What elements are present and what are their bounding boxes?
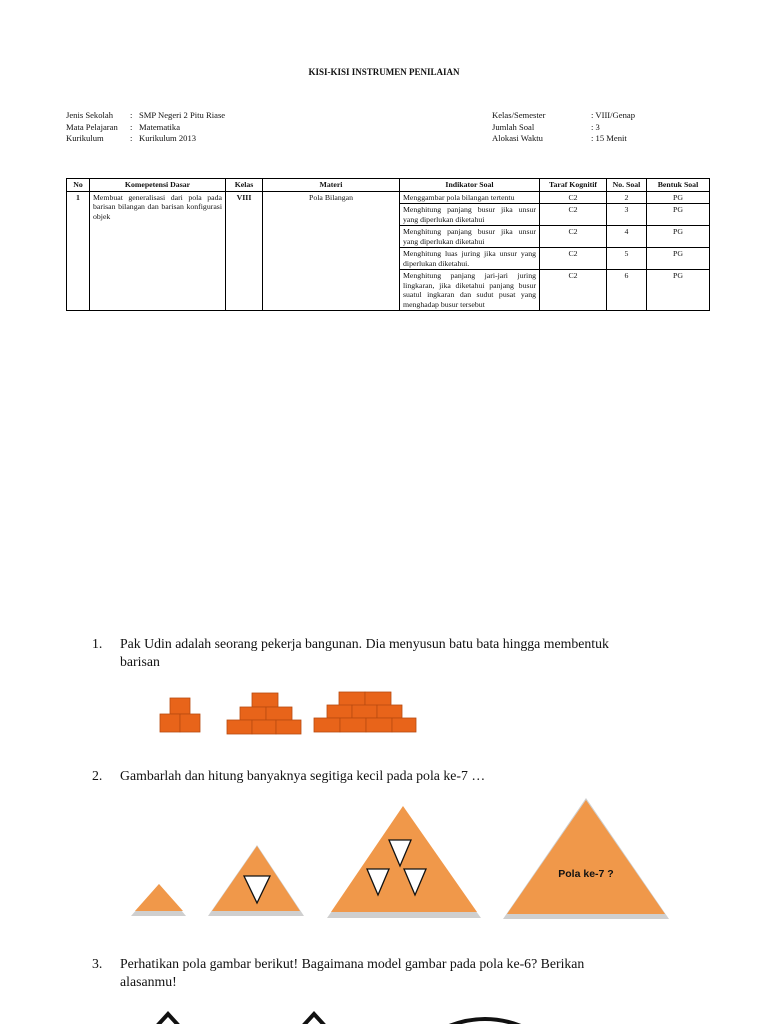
info-value: : 3 (591, 121, 600, 132)
header-no-soal: No. Soal (607, 179, 647, 192)
triangle-pattern-3 (331, 806, 477, 912)
info-value: SMP Negeri 2 Pitu Riase (139, 110, 226, 120)
brick (252, 693, 278, 707)
question-number: 1. (92, 636, 103, 651)
cell-taraf: C2 (540, 226, 607, 248)
info-value: : 15 Menit (591, 133, 627, 143)
brick (240, 707, 266, 720)
cell-taraf: C2 (540, 270, 607, 311)
figure-arrow-2 (303, 1014, 325, 1024)
info-label: Jenis Sekolah (66, 110, 114, 120)
cell-indikator: Menghitung luas juring jika unsur yang diperlukan diketahui. (400, 248, 540, 270)
cell-indikator: Menghitung panjang busur jika unsur yang diperlukan diketahui (400, 226, 540, 248)
cell-kd: Membuat generalisasi dari pola pada barisan bilangan dan barisan konfigurasi objek (90, 191, 226, 311)
brick (160, 714, 180, 732)
header-kelas: Kelas (226, 179, 263, 192)
cell-no: 1 (67, 191, 90, 311)
cell-indikator: Menggambar pola bilangan tertentu (400, 191, 540, 204)
cell-indikator: Menghitung panjang jari-jari juring lingkaran, jika diketahui panjang busur suatul ingkaran dan sudut pusat yang menghadap busur tersebut (400, 270, 540, 311)
brick (327, 705, 352, 718)
cell-indikator: Menghitung panjang busur jika unsur yang diperlukan diketahui (400, 204, 540, 226)
question-text: Gambarlah dan hitung banyaknya segitiga kecil pada pola ke-7 … (120, 768, 486, 783)
brick (276, 720, 301, 734)
cell-no-soal: 3 (607, 204, 647, 226)
brick (366, 718, 392, 732)
cell-no-soal: 6 (607, 270, 647, 311)
brick (392, 718, 416, 732)
cell-no-soal: 2 (607, 191, 647, 204)
info-sep: : (130, 121, 133, 132)
question-number: 2. (92, 768, 103, 783)
info-label: Kurikulum (66, 133, 104, 143)
figure-arrow-1 (157, 1014, 179, 1024)
info-label: Jumlah Soal (492, 121, 535, 132)
info-value: Kurikulum 2013 (139, 133, 197, 143)
triangle-label: Pola ke-7 ? (558, 868, 614, 880)
brick (377, 705, 402, 718)
cell-no-soal: 5 (607, 248, 647, 270)
header-materi: Materi (263, 179, 400, 192)
info-sep: : (130, 110, 133, 120)
brick (252, 720, 276, 734)
brick (266, 707, 292, 720)
header-no: No (67, 179, 90, 192)
brick (314, 718, 340, 732)
question-text: Pak Udin adalah seorang pekerja bangunan. Dia menyusun batu bata hingga membentuk (120, 636, 609, 651)
brick (352, 705, 377, 718)
header-indikator: Indikator Soal (400, 179, 540, 192)
cell-no-soal: 4 (607, 226, 647, 248)
cell-taraf: C2 (540, 248, 607, 270)
info-label: Alokasi Waktu (492, 133, 543, 143)
question-number: 3. (92, 956, 103, 971)
question-text-cont: alasanmu! (120, 974, 177, 989)
header-taraf: Taraf Kognitif (540, 179, 607, 192)
brick (180, 714, 200, 732)
cell-kelas: VIII (226, 191, 263, 311)
cell-bentuk: PG (647, 270, 710, 311)
info-value: Matematika (139, 121, 181, 132)
info-sep: : (130, 133, 133, 143)
info-label: Mata Pelajaran (66, 121, 118, 132)
triangle-pattern-7 (507, 800, 665, 914)
brick (170, 698, 190, 714)
triangle-pattern (131, 798, 669, 919)
cell-bentuk: PG (647, 191, 710, 204)
brick-pattern (160, 692, 416, 734)
header-bentuk: Bentuk Soal (647, 179, 710, 192)
cell-bentuk: PG (647, 226, 710, 248)
cell-taraf: C2 (540, 204, 607, 226)
cell-taraf: C2 (540, 191, 607, 204)
brick (340, 718, 366, 732)
brick (365, 692, 391, 706)
cell-materi: Pola Bilangan (263, 191, 400, 311)
question-text: Perhatikan pola gambar berikut! Bagaimana model gambar pada pola ke-6? Berikan (120, 956, 585, 971)
triangle-pattern-1 (135, 884, 183, 911)
question-text-cont: barisan (120, 654, 160, 669)
document-title: KISI-KISI INSTRUMEN PENILAIAN (308, 67, 460, 77)
info-label: Kelas/Semester (492, 110, 546, 120)
cell-bentuk: PG (647, 248, 710, 270)
brick (339, 692, 365, 706)
header-kd: Komepetensi Dasar (90, 179, 226, 192)
brick (227, 720, 252, 734)
info-value: : VIII/Genap (591, 110, 635, 120)
cell-bentuk: PG (647, 204, 710, 226)
figure-circle (440, 1019, 530, 1024)
question-3-figures (157, 1014, 530, 1024)
